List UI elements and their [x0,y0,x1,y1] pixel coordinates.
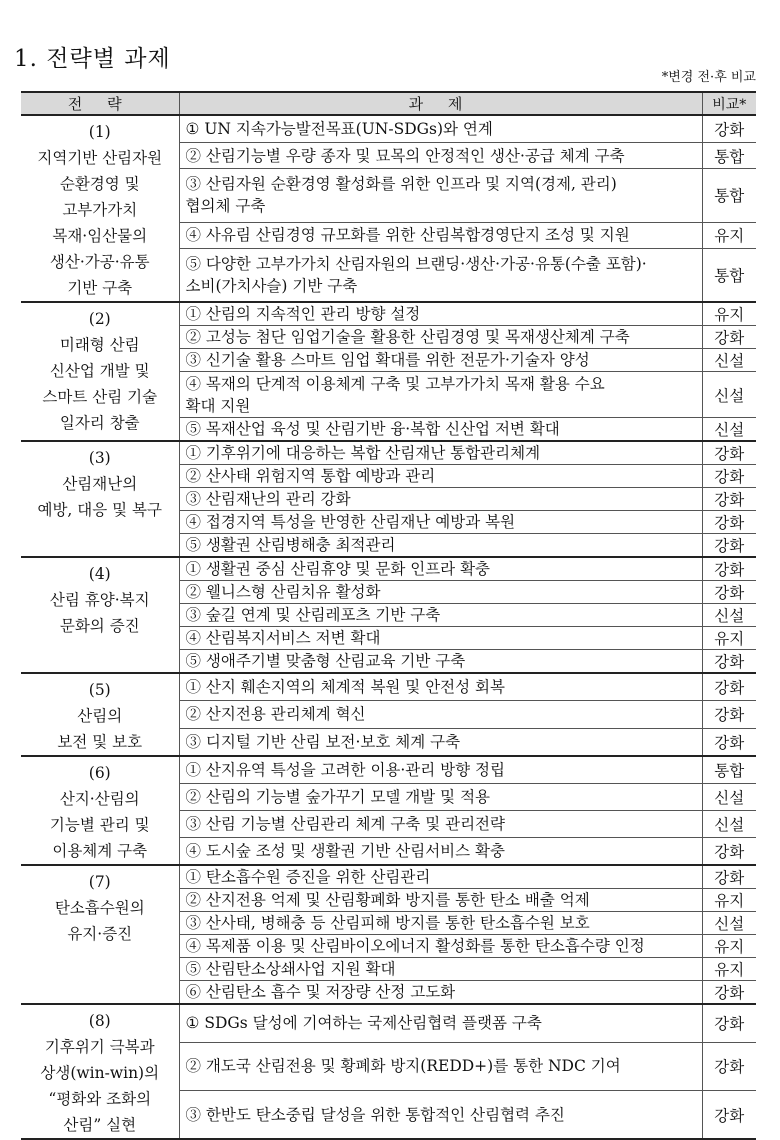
task-cell: ① SDGs 달성에 기여하는 국제산림협력 플랫폼 구축 [179,1004,702,1042]
task-cell: ① 산지유역 특성을 고려한 이용·관리 방향 정립 [179,756,702,784]
strategy-group [21,302,756,441]
compare-cell: 강화 [702,865,756,889]
task-cell: ③ 산림자원 순환경영 활성화를 위한 인프라 및 지역(경제, 관리) 협의체 구축 [179,169,702,222]
compare-cell: 신설 [702,912,756,935]
compare-cell: 강화 [702,728,756,756]
compare-cell: 유지 [702,627,756,650]
task-cell: ② 산지전용 억제 및 산림황폐화 방지를 통한 탄소 배출 억제 [179,889,702,912]
strategy-cell: (5) 산림의 보전 및 보호 [21,673,179,756]
table-row [21,441,756,465]
task-cell: ⑤ 생애주기별 맞춤형 산림교육 기반 구축 [179,650,702,674]
task-cell: ⑥ 산림탄소 흡수 및 저장량 산정 고도화 [179,981,702,1005]
compare-cell: 신설 [702,372,756,418]
table-row [21,1004,756,1042]
task-cell: ③ 한반도 탄소중립 달성을 위한 통합적인 산림협력 추진 [179,1091,702,1139]
task-cell: ③ 산사태, 병해충 등 산림피해 방지를 통한 탄소흡수원 보호 [179,912,702,935]
compare-cell: 유지 [702,958,756,981]
compare-cell: 신설 [702,418,756,442]
compare-cell: 신설 [702,810,756,837]
task-cell: ② 산림의 기능별 숲가꾸기 모델 개발 및 적용 [179,784,702,811]
strategy-cell: (2) 미래형 산림 신산업 개발 및 스마트 산림 기술 일자리 창출 [21,302,179,441]
header-compare: 비교* [702,92,756,115]
task-cell: ② 고성능 첨단 임업기술을 활용한 산림경영 및 목재생산체계 구축 [179,326,702,349]
compare-cell: 강화 [702,115,756,142]
task-cell: ② 개도국 산림전용 및 황폐화 방지(REDD+)를 통한 NDC 기여 [179,1042,702,1090]
task-cell: ⑤ 생활권 산림병해충 최적관리 [179,534,702,558]
strategy-group [21,115,756,302]
strategy-group [21,1004,756,1139]
task-cell: ② 산지전용 관리체계 혁신 [179,701,702,728]
comparison-note: *변경 전·후 비교 [661,70,756,85]
compare-cell: 강화 [702,673,756,701]
task-cell: ② 산사태 위험지역 통합 예방과 관리 [179,465,702,488]
header-strategy: 전 략 [21,92,179,115]
task-cell: ⑤ 산림탄소상쇄사업 지원 확대 [179,958,702,981]
task-cell: ① 기후위기에 대응하는 복합 산림재난 통합관리체계 [179,441,702,465]
compare-cell: 유지 [702,302,756,326]
task-cell: ① 생활권 중심 산림휴양 및 문화 인프라 확충 [179,557,702,581]
compare-cell: 강화 [702,534,756,558]
task-cell: ④ 사유림 산림경영 규모화를 위한 산림복합경영단지 조성 및 지원 [179,222,702,249]
table-row [21,115,756,142]
compare-cell: 강화 [702,488,756,511]
compare-cell: 신설 [702,784,756,811]
compare-cell: 강화 [702,557,756,581]
compare-cell: 강화 [702,1004,756,1042]
table-row [21,673,756,701]
task-cell: ② 웰니스형 산림치유 활성화 [179,581,702,604]
compare-cell: 강화 [702,1091,756,1139]
table-header-row [21,92,756,115]
compare-cell: 강화 [702,441,756,465]
strategy-cell: (3) 산림재난의 예방, 대응 및 복구 [21,441,179,557]
strategy-group [21,557,756,673]
task-cell: ① 산지 훼손지역의 체계적 복원 및 안전성 회복 [179,673,702,701]
strategy-group [21,673,756,756]
compare-cell: 강화 [702,581,756,604]
table-row [21,756,756,784]
strategy-group [21,756,756,865]
task-cell: ③ 산림재난의 관리 강화 [179,488,702,511]
task-cell: ④ 목제품 이용 및 산림바이오에너지 활성화를 통한 탄소흡수량 인정 [179,935,702,958]
task-cell: ① UN 지속가능발전목표(UN-SDGs)와 연계 [179,115,702,142]
compare-cell: 강화 [702,326,756,349]
strategy-cell: (6) 산지·산림의 기능별 관리 및 이용체계 구축 [21,756,179,865]
strategy-cell: (8) 기후위기 극복과 상생(win-win)의 “평화와 조화의 산림” 실현 [21,1004,179,1139]
task-cell: ① 산림의 지속적인 관리 방향 설정 [179,302,702,326]
task-cell: ① 탄소흡수원 증진을 위한 산림관리 [179,865,702,889]
task-cell: ④ 접경지역 특성을 반영한 산림재난 예방과 복원 [179,511,702,534]
strategy-cell: (4) 산림 휴양·복지 문화의 증진 [21,557,179,673]
compare-cell: 강화 [702,981,756,1005]
compare-cell: 강화 [702,701,756,728]
compare-cell: 통합 [702,249,756,302]
header-task: 과 제 [179,92,702,115]
strategy-cell: (1) 지역기반 산림자원 순환경영 및 고부가가치 목재·임산물의 생산·가공·유통 기반 구축 [21,115,179,302]
compare-cell: 신설 [702,604,756,627]
task-cell: ④ 도시숲 조성 및 생활권 기반 산림서비스 확충 [179,837,702,865]
task-cell: ③ 산림 기능별 산림관리 체계 구축 및 관리전략 [179,810,702,837]
compare-cell: 통합 [702,169,756,222]
task-cell: ③ 숲길 연계 및 산림레포츠 기반 구축 [179,604,702,627]
compare-cell: 유지 [702,222,756,249]
table-row [21,557,756,581]
compare-cell: 강화 [702,650,756,674]
task-cell: ③ 디지털 기반 산림 보전·보호 체계 구축 [179,728,702,756]
compare-cell: 유지 [702,889,756,912]
strategy-cell: (7) 탄소흡수원의 유지·증진 [21,865,179,1004]
strategy-group [21,441,756,557]
task-cell: ③ 신기술 활용 스마트 임업 확대를 위한 전문가·기술자 양성 [179,349,702,372]
compare-cell: 강화 [702,837,756,865]
strategy-group [21,865,756,1004]
task-cell: ② 산림기능별 우량 종자 및 묘목의 안정적인 생산·공급 체계 구축 [179,142,702,169]
strategy-task-table [21,91,756,1140]
compare-cell: 강화 [702,465,756,488]
compare-cell: 강화 [702,511,756,534]
compare-cell: 신설 [702,349,756,372]
compare-cell: 통합 [702,142,756,169]
task-cell: ⑤ 다양한 고부가가치 산림자원의 브랜딩·생산·가공·유통(수출 포함)· 소비(가치사슬) 기반 구축 [179,249,702,302]
task-cell: ④ 산림복지서비스 저변 확대 [179,627,702,650]
task-cell: ⑤ 목재산업 육성 및 산림기반 융·복합 신산업 저변 확대 [179,418,702,442]
compare-cell: 통합 [702,756,756,784]
compare-cell: 유지 [702,935,756,958]
page-title: 1. 전략별 과제 [14,46,171,72]
table-row [21,302,756,326]
task-cell: ④ 목재의 단계적 이용체계 구축 및 고부가가치 목재 활용 수요 확대 지원 [179,372,702,418]
compare-cell: 강화 [702,1042,756,1090]
table-row [21,865,756,889]
